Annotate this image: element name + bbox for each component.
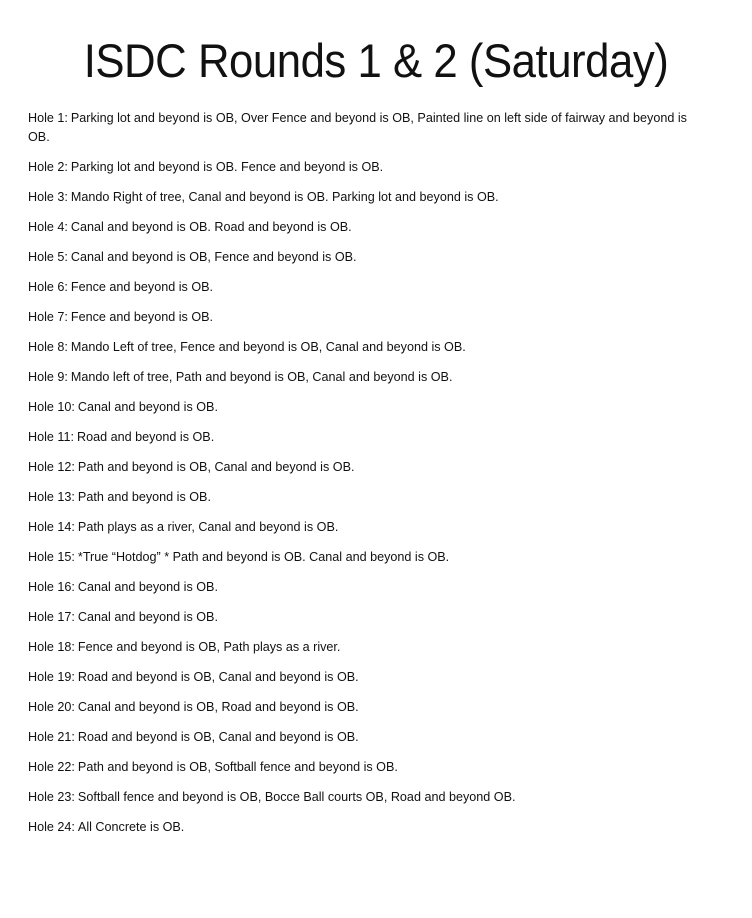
hole-label: Hole 7: bbox=[28, 310, 68, 324]
hole-rule-24 bbox=[28, 818, 708, 837]
hole-rule-text: Path and beyond is OB, Softball fence and beyond is OB. bbox=[77, 760, 398, 774]
hole-rule-12 bbox=[28, 458, 708, 477]
hole-rule-text: Road and beyond is OB. bbox=[76, 430, 215, 444]
hole-label: Hole 20: bbox=[28, 700, 75, 714]
hole-rule-text: Fence and beyond is OB. bbox=[70, 280, 214, 294]
hole-label: Hole 2: bbox=[28, 160, 68, 174]
hole-label: Hole 14: bbox=[28, 520, 75, 534]
hole-rules-list bbox=[28, 109, 708, 848]
hole-label: Hole 8: bbox=[28, 340, 68, 354]
hole-rule-3 bbox=[28, 188, 708, 207]
hole-label: Hole 1: bbox=[28, 111, 68, 125]
hole-rule-text: Mando left of tree, Path and beyond is OB, Canal and beyond is OB. bbox=[70, 370, 453, 384]
hole-rule-1 bbox=[28, 109, 708, 147]
hole-rule-11 bbox=[28, 428, 708, 447]
hole-rule-text: Canal and beyond is OB. bbox=[77, 610, 218, 624]
hole-rule-text: Parking lot and beyond is OB, Over Fence and beyond is OB, Painted line on left side of fairway and beyond is OB. bbox=[28, 111, 687, 144]
hole-label: Hole 5: bbox=[28, 250, 68, 264]
hole-rule-text: Path and beyond is OB. bbox=[77, 490, 211, 504]
hole-label: Hole 17: bbox=[28, 610, 75, 624]
hole-label: Hole 13: bbox=[28, 490, 75, 504]
hole-rule-text: Fence and beyond is OB, Path plays as a river. bbox=[77, 640, 341, 654]
hole-rule-17 bbox=[28, 608, 708, 627]
hole-rule-21 bbox=[28, 728, 708, 747]
hole-label: Hole 4: bbox=[28, 220, 68, 234]
hole-rule-text: Fence and beyond is OB. bbox=[70, 310, 214, 324]
hole-rule-text: Mando Right of tree, Canal and beyond is OB. Parking lot and beyond is OB. bbox=[70, 190, 499, 204]
hole-rule-10 bbox=[28, 398, 708, 417]
hole-label: Hole 6: bbox=[28, 280, 68, 294]
hole-label: Hole 21: bbox=[28, 730, 75, 744]
hole-rule-text: Canal and beyond is OB. Road and beyond is OB. bbox=[70, 220, 352, 234]
hole-rule-text: Parking lot and beyond is OB. Fence and beyond is OB. bbox=[70, 160, 384, 174]
hole-rule-8 bbox=[28, 338, 708, 357]
hole-label: Hole 10: bbox=[28, 400, 75, 414]
hole-rule-22 bbox=[28, 758, 708, 777]
hole-label: Hole 19: bbox=[28, 670, 75, 684]
hole-rule-6 bbox=[28, 278, 708, 297]
hole-rule-9 bbox=[28, 368, 708, 387]
hole-rule-text: Road and beyond is OB, Canal and beyond is OB. bbox=[77, 670, 359, 684]
page-title: ISDC Rounds 1 & 2 (Saturday) bbox=[83, 34, 669, 87]
hole-rule-4 bbox=[28, 218, 708, 237]
hole-rule-15 bbox=[28, 548, 708, 567]
hole-rule-19 bbox=[28, 668, 708, 687]
hole-rule-text: Path and beyond is OB, Canal and beyond is OB. bbox=[77, 460, 355, 474]
hole-rule-text: Path plays as a river, Canal and beyond is OB. bbox=[77, 520, 339, 534]
hole-rule-text: *True “Hotdog” * Path and beyond is OB. Canal and beyond is OB. bbox=[77, 550, 450, 564]
hole-rule-18 bbox=[28, 638, 708, 657]
hole-rule-16 bbox=[28, 578, 708, 597]
hole-rule-text: Canal and beyond is OB. bbox=[77, 580, 218, 594]
hole-label: Hole 18: bbox=[28, 640, 75, 654]
hole-rule-2 bbox=[28, 158, 708, 177]
hole-rule-5 bbox=[28, 248, 708, 267]
hole-rule-23 bbox=[28, 788, 708, 807]
hole-rule-text: Canal and beyond is OB, Fence and beyond is OB. bbox=[70, 250, 357, 264]
hole-label: Hole 16: bbox=[28, 580, 75, 594]
hole-label: Hole 9: bbox=[28, 370, 68, 384]
hole-rule-20 bbox=[28, 698, 708, 717]
hole-label: Hole 22: bbox=[28, 760, 75, 774]
hole-rule-text: Mando Left of tree, Fence and beyond is OB, Canal and beyond is OB. bbox=[70, 340, 466, 354]
hole-rule-text: Road and beyond is OB, Canal and beyond is OB. bbox=[77, 730, 359, 744]
hole-rule-14 bbox=[28, 518, 708, 537]
hole-label: Hole 24: bbox=[28, 820, 75, 834]
hole-label: Hole 15: bbox=[28, 550, 75, 564]
hole-rule-7 bbox=[28, 308, 708, 327]
hole-rule-13 bbox=[28, 488, 708, 507]
hole-rule-text: Canal and beyond is OB, Road and beyond is OB. bbox=[77, 700, 359, 714]
hole-label: Hole 3: bbox=[28, 190, 68, 204]
hole-label: Hole 23: bbox=[28, 790, 75, 804]
hole-rule-text: Softball fence and beyond is OB, Bocce Ball courts OB, Road and beyond OB. bbox=[77, 790, 516, 804]
hole-label: Hole 11: bbox=[28, 430, 74, 444]
hole-rule-text: All Concrete is OB. bbox=[77, 820, 185, 834]
hole-label: Hole 12: bbox=[28, 460, 75, 474]
hole-rule-text: Canal and beyond is OB. bbox=[77, 400, 218, 414]
